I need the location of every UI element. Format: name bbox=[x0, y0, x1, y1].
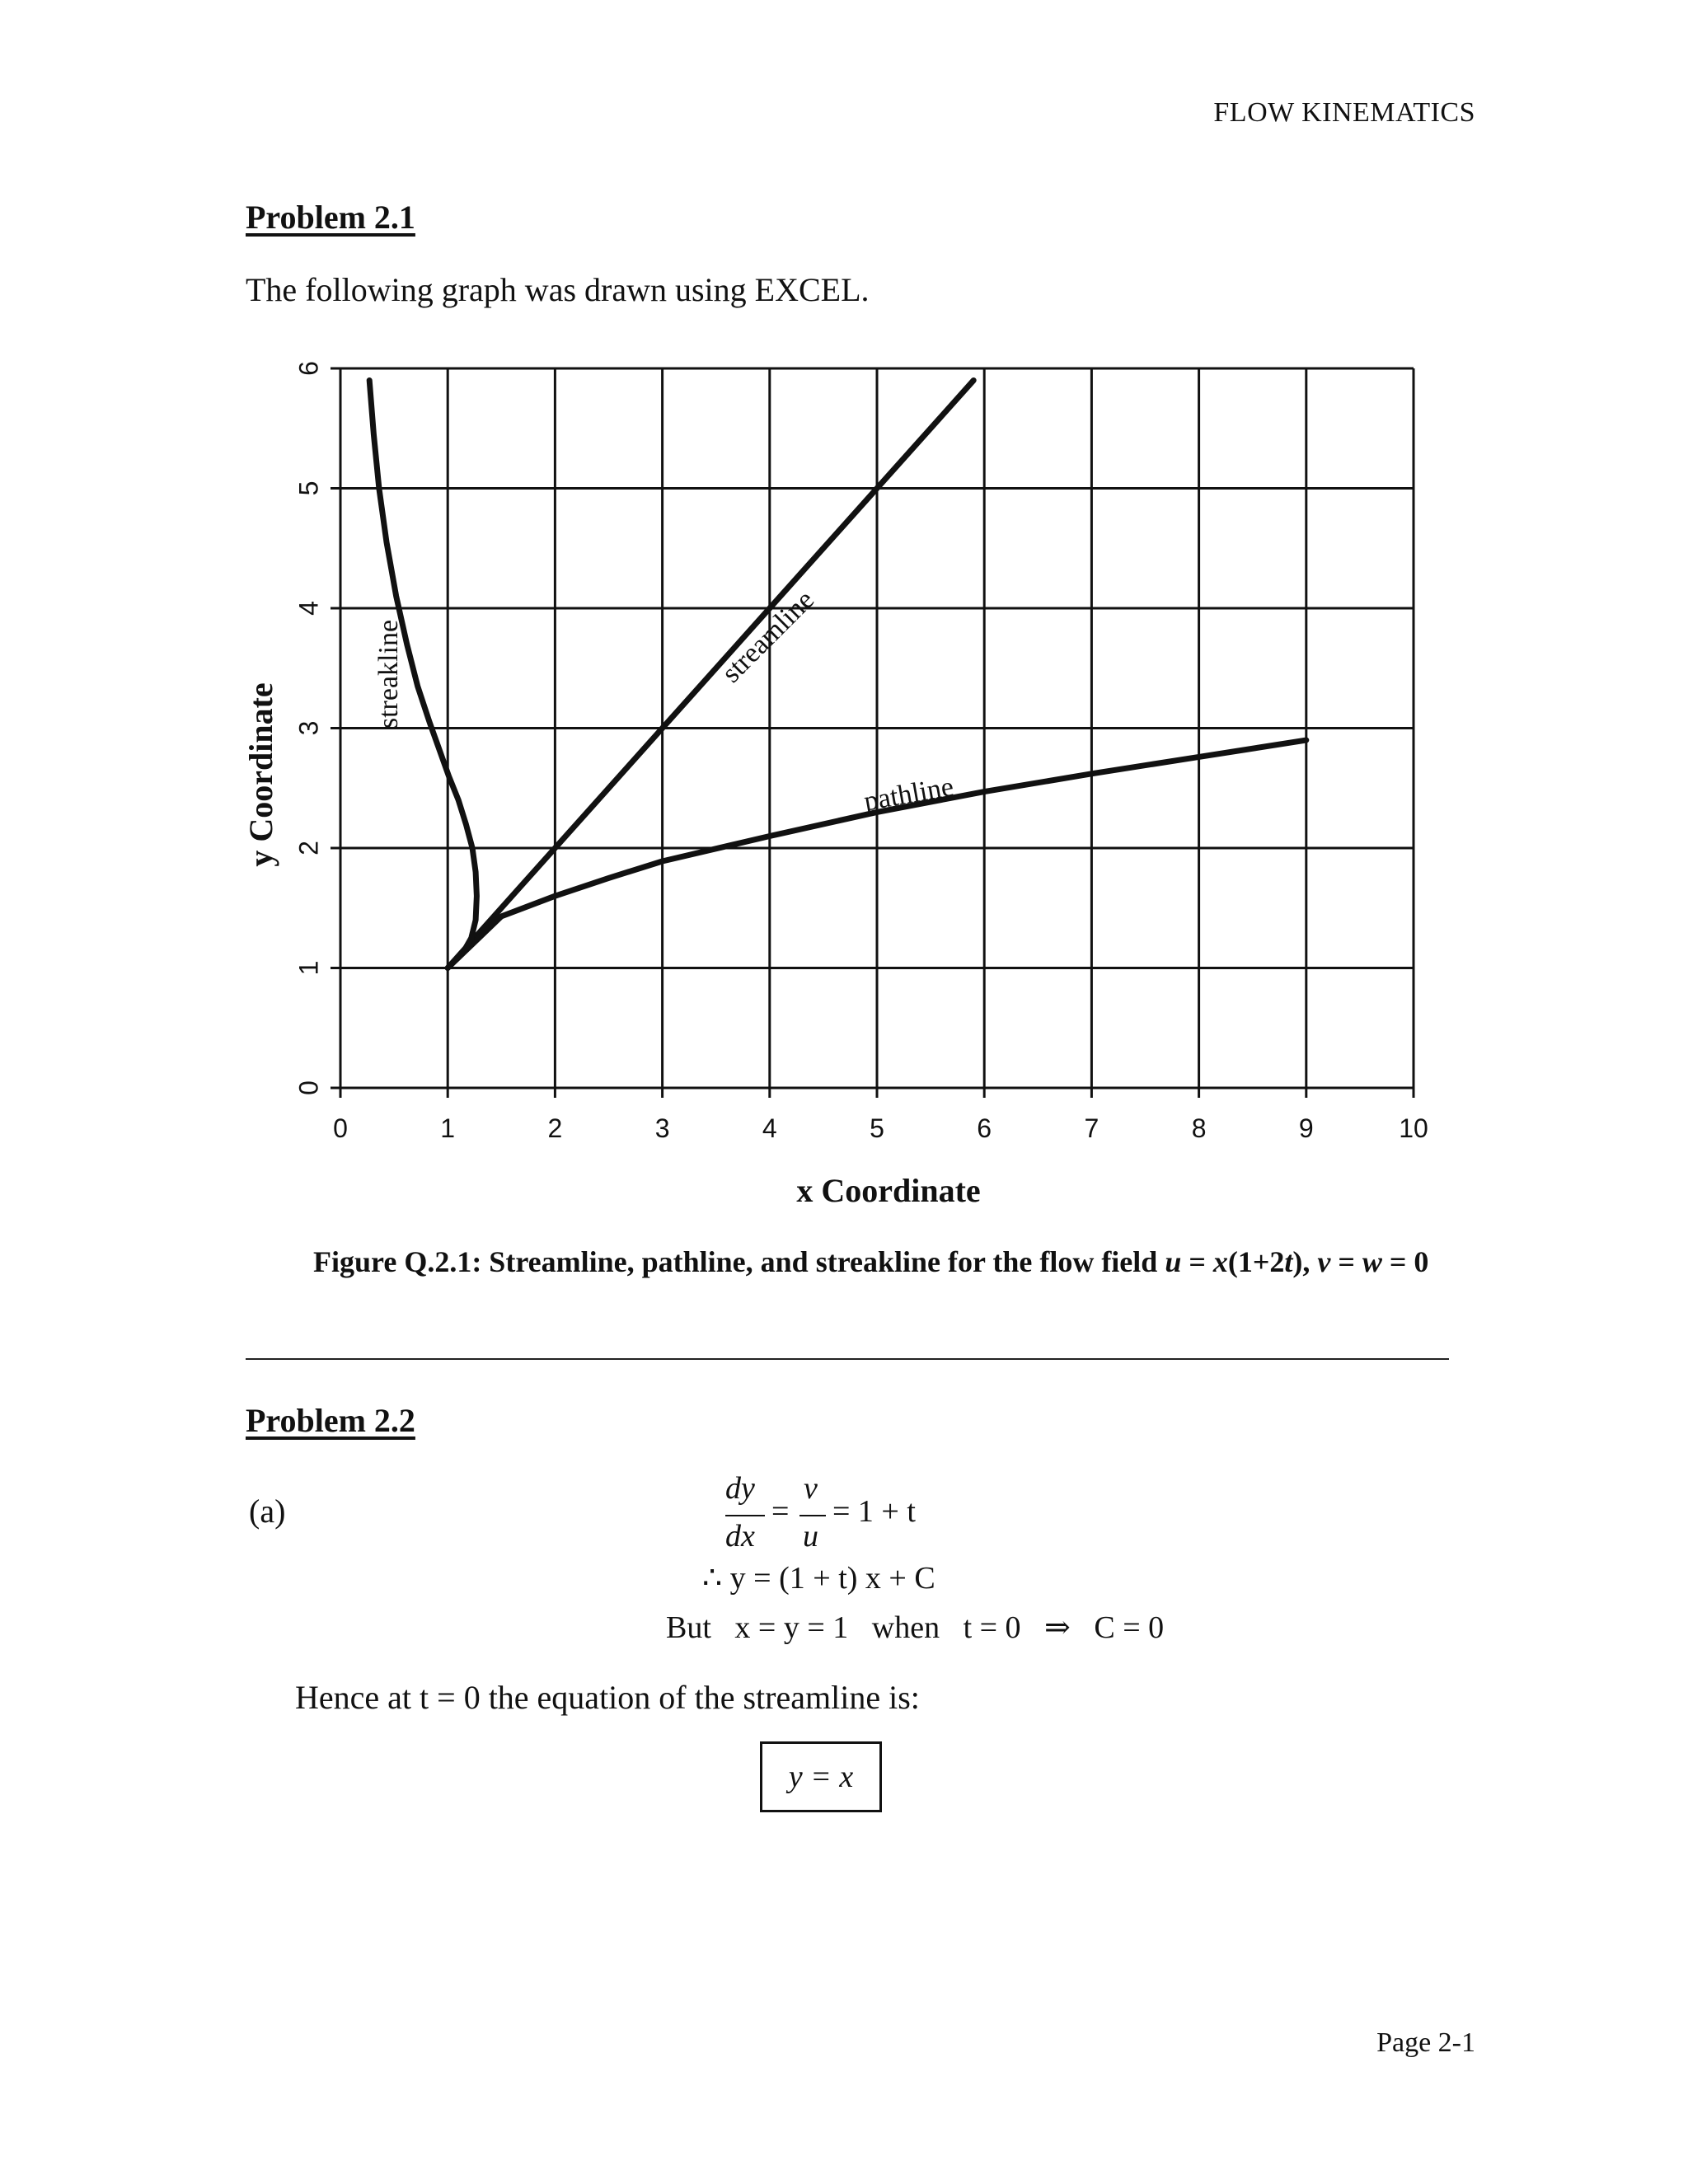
x-tick-label: 4 bbox=[762, 1113, 777, 1143]
pathline-label: pathline bbox=[861, 771, 956, 818]
x-tick-label: 10 bbox=[1399, 1113, 1428, 1143]
problem-2-1-title: Problem 2.1 bbox=[246, 199, 415, 236]
caption-prefix: Figure Q.2.1: Streamline, pathline, and streakline for the flow field bbox=[313, 1245, 1165, 1278]
streamline-curve bbox=[448, 381, 973, 968]
caption-close: ), bbox=[1292, 1245, 1318, 1278]
conclusion-text: Hence at t = 0 the equation of the streamline is: bbox=[295, 1679, 920, 1716]
x-tick-label: 0 bbox=[333, 1113, 348, 1143]
y-tick-label: 5 bbox=[293, 480, 324, 496]
part-a-label: (a) bbox=[249, 1493, 286, 1530]
streamline-label: streamline bbox=[715, 584, 821, 689]
caption-w: w bbox=[1362, 1245, 1382, 1278]
fraction-bar bbox=[799, 1515, 826, 1516]
problem-2-2-title: Problem 2.2 bbox=[246, 1402, 415, 1439]
x-tick-label: 2 bbox=[547, 1113, 563, 1143]
y-tick-label: 0 bbox=[293, 1080, 324, 1095]
x-tick-label: 6 bbox=[977, 1113, 992, 1143]
x-tick-label: 1 bbox=[440, 1113, 456, 1143]
equation-rhs: = 1 + t bbox=[832, 1494, 916, 1529]
chart-labels bbox=[373, 584, 956, 817]
equation-integrated: ∴ y = (1 + t) x + C bbox=[702, 1561, 935, 1596]
problem-2-1-intro: The following graph was drawn using EXCEL. bbox=[246, 271, 870, 308]
x-tick-label: 9 bbox=[1298, 1113, 1314, 1143]
caption-eq2: = bbox=[1330, 1245, 1362, 1278]
equation-dy: dy bbox=[725, 1471, 755, 1506]
caption-t: t bbox=[1284, 1245, 1293, 1278]
figure-caption bbox=[313, 1244, 1434, 1279]
equation-equals: = bbox=[771, 1494, 790, 1529]
x-tick-label: 3 bbox=[654, 1113, 670, 1143]
equation-boundary-condition: But x = y = 1 when t = 0 ⇒ C = 0 bbox=[666, 1610, 1165, 1645]
caption-v: v bbox=[1317, 1245, 1331, 1278]
y-tick-label: 2 bbox=[293, 841, 324, 855]
answer-equation: y = x bbox=[788, 1760, 854, 1794]
y-axis-label: y Coordinate bbox=[242, 682, 279, 867]
caption-eq1: = bbox=[1181, 1245, 1213, 1278]
y-tick-label: 3 bbox=[293, 720, 324, 736]
equation-u: u bbox=[803, 1519, 818, 1554]
streakline-label: streakline bbox=[373, 619, 404, 729]
equation-v: v bbox=[804, 1471, 818, 1506]
x-tick-label: 7 bbox=[1084, 1113, 1100, 1143]
equation-dx: dx bbox=[725, 1519, 755, 1554]
running-header: FLOW KINEMATICS bbox=[1213, 97, 1475, 128]
y-tick-label: 6 bbox=[293, 361, 324, 376]
fraction-bar bbox=[725, 1515, 765, 1516]
x-tick-label: 8 bbox=[1191, 1113, 1207, 1143]
caption-tail: = 0 bbox=[1381, 1245, 1429, 1278]
y-tick-label: 1 bbox=[293, 960, 324, 976]
page-number: Page 2-1 bbox=[1376, 2027, 1475, 2058]
caption-u: u bbox=[1165, 1245, 1182, 1278]
x-tick-label: 5 bbox=[870, 1113, 884, 1143]
y-tick-label: 4 bbox=[293, 601, 324, 616]
x-axis-label: x Coordinate bbox=[796, 1172, 981, 1209]
chart-ticks bbox=[293, 361, 1428, 1143]
caption-x: x bbox=[1212, 1245, 1228, 1278]
caption-paren: (1+2 bbox=[1227, 1245, 1285, 1278]
answer-box bbox=[760, 1741, 882, 1812]
chart-series bbox=[369, 381, 1306, 968]
chart-grid bbox=[340, 368, 1414, 1088]
flow-chart bbox=[223, 346, 1459, 1220]
section-divider bbox=[246, 1358, 1449, 1360]
